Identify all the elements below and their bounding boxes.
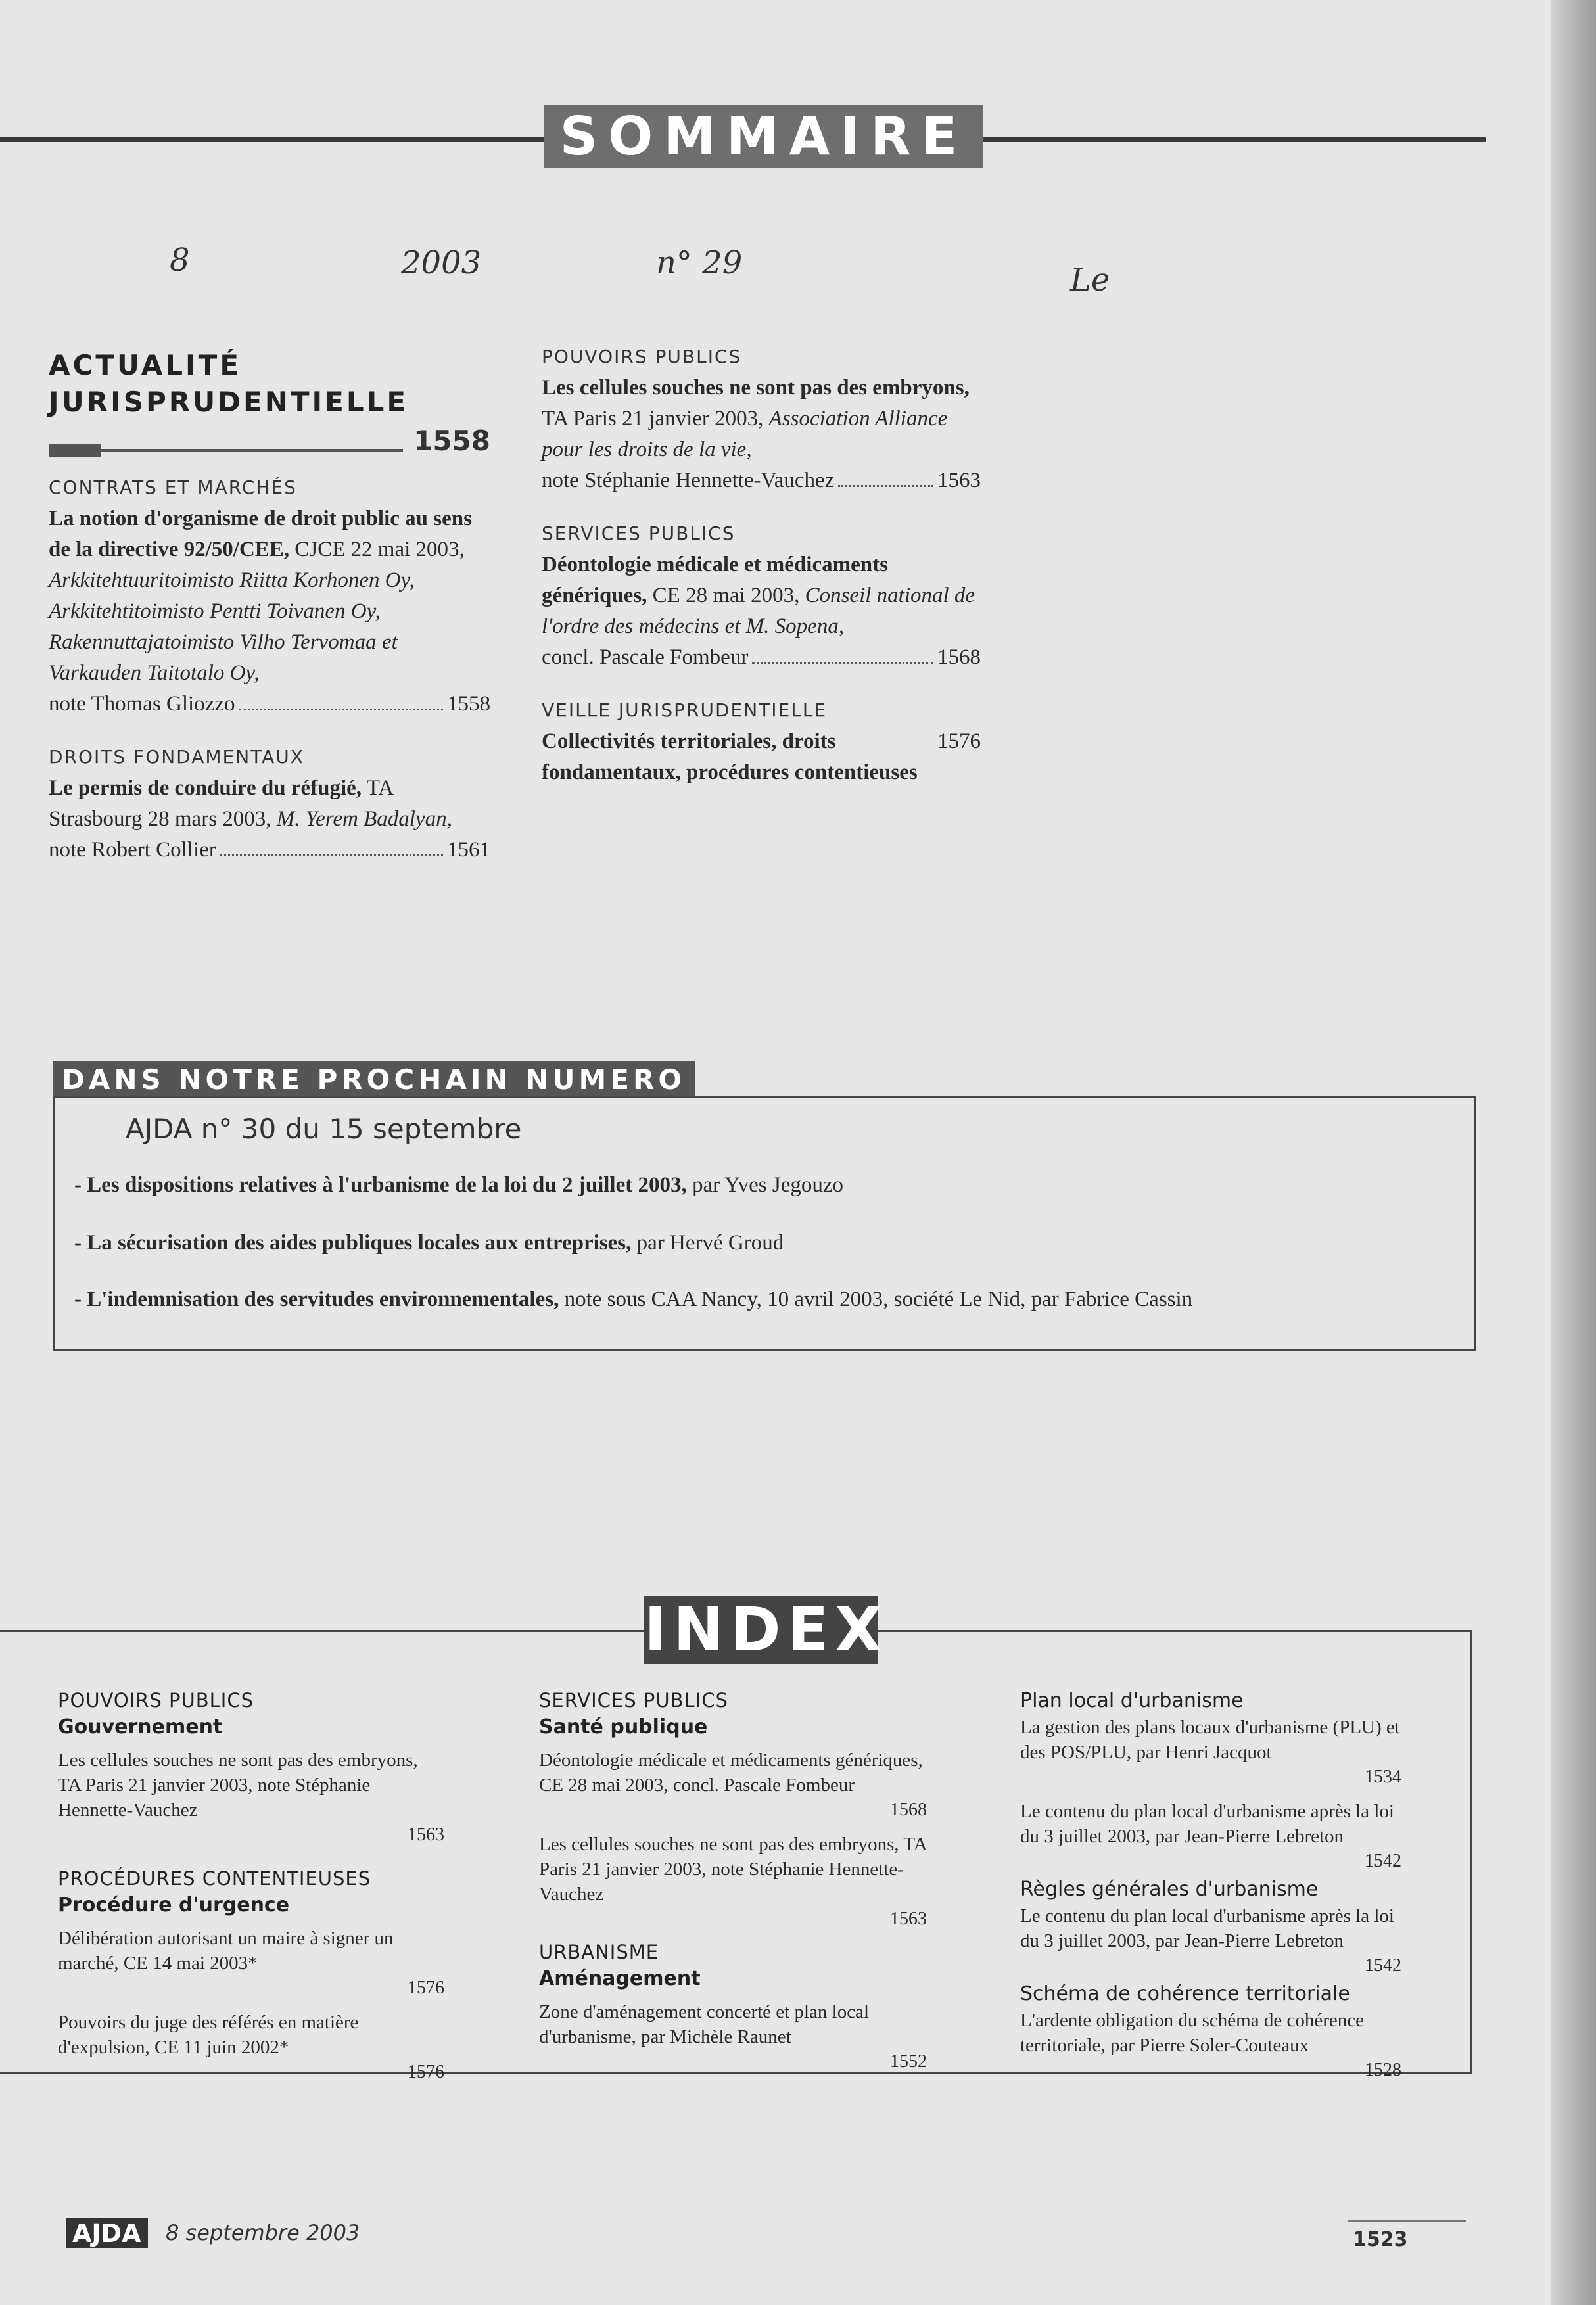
next-issue-box [53,1096,1476,1351]
index-entry[interactable]: La gestion des plans locaux d'urbanisme (PLU) et des POS/PLU, par Henri Jacquot 1534 [1020,1717,1401,1787]
rubric-title-line2: JURISPRUDENTIELLE [49,386,409,418]
sommaire-entry[interactable] [542,549,981,673]
section-heading: POUVOIRS PUBLICS [542,346,742,367]
sommaire-entry[interactable] [49,773,490,866]
next-issue-item: - La sécurisation des aides publiques locales aux entreprises, par Hervé Groud [74,1231,784,1255]
section-heading: VEILLE JURISPRUDENTIELLE [542,699,828,721]
entry-page: 1563 [937,469,981,492]
journal-logo: AJDA [66,2218,148,2248]
rubric-line [101,449,403,452]
next-issue-item: - Les dispositions relatives à l'urbanisme de la loi du 2 juillet 2003, par Yves Jegouzo [74,1173,844,1197]
index-subheading: Gouvernement [58,1715,223,1738]
entry-page: 1568 [937,645,981,669]
index-subheading: Aménagement [539,1967,701,1990]
index-entry[interactable]: L'ardente obligation du schéma de cohérence territoriale, par Pierre Soler-Couteaux 1528 [1020,2010,1401,2080]
index-subheading: Santé publique [539,1715,708,1738]
page-title: SOMMAIRE [544,105,983,168]
sommaire-entry[interactable] [49,503,490,720]
index-column-1 [58,1689,444,2085]
next-issue-item: - L'indemnisation des servitudes environnementales, note sous CAA Nancy, 10 avril 2003, société Le Nid, par Fabrice Cassin [74,1288,1193,1311]
index-subheading: Règles générales d'urbanisme [1020,1878,1319,1901]
index-subheading: Procédure d'urgence [58,1894,290,1917]
index-entry[interactable]: Les cellules souches ne sont pas des embryons, TA Paris 21 janvier 2003, note Stéphanie Hennette-Vauchez 1563 [539,1834,927,1929]
entry-parties: Arkkitehtuuritoimisto Riitta Korhonen Oy, Arkkitehtitoimisto Pentti Toivanen Oy, Rakennuttajatoimisto Vilho Tervomaa et Varkauden Taitotalo Oy, [49,569,415,685]
section-heading: CONTRATS ET MARCHÉS [49,477,297,498]
index-entry[interactable]: Les cellules souches ne sont pas des embryons, TA Paris 21 janvier 2003, note Stéphanie Hennette-Vauchez 1563 [58,1750,444,1845]
sommaire-entry[interactable] [542,373,981,496]
footer-rule [1348,2220,1466,2222]
entry-author: note Robert Collier [49,838,216,862]
rubric-block [49,444,101,457]
index-column-2 [539,1689,927,2074]
rubric-page: 1558 [413,425,490,457]
entry-author: concl. Pascale Fombeur [542,645,749,669]
page-number: 1523 [1353,2228,1408,2251]
entry-parties: Conseil national de l'ordre des médecins et M. Sopena, [542,584,975,638]
entry-parties: Association Alliance pour les droits de la vie, [542,407,948,461]
entry-court: TA Strasbourg 28 mars 2003, [49,776,393,831]
handwritten-note-4: Le [1070,262,1110,298]
issue-date: 8 septembre 2003 [166,2220,360,2245]
entry-title: Collectivités territoriales, droits fondamentaux, procédures contentieuses [542,730,918,784]
entry-court: TA Paris 21 janvier 2003, [542,407,769,431]
entry-author: note Stéphanie Hennette-Vauchez [542,469,835,492]
index-column-3 [1020,1689,1401,2083]
entry-title: Les cellules souches ne sont pas des embryons, [542,376,970,400]
index-heading: URBANISME [539,1941,659,1963]
index-heading: PROCÉDURES CONTENTIEUSES [58,1867,371,1890]
index-subheading: Plan local d'urbanisme [1020,1689,1244,1712]
rubric-bar [49,425,490,457]
rubric-title-line1: ACTUALITÉ [49,349,242,381]
entry-page: 1576 [937,730,981,753]
section-heading: SERVICES PUBLICS [542,523,736,544]
index-heading: POUVOIRS PUBLICS [58,1689,254,1711]
entry-author: note Thomas Gliozzo [49,692,235,716]
entry-parties: M. Yerem Badalyan, [276,807,452,831]
index-entry[interactable]: Le contenu du plan local d'urbanisme après la loi du 3 juillet 2003, par Jean-Pierre Lebreton 1542 [1020,1801,1401,1871]
entry-title: Déontologie médicale et médicaments génériques, [542,553,888,607]
handwritten-note-1: 8 [170,242,190,279]
entry-page: 1561 [447,838,490,862]
entry-court: CJCE 22 mai 2003, [289,538,465,561]
index-title: INDEX [644,1595,889,1665]
index-entry[interactable]: Le contenu du plan local d'urbanisme après la loi du 3 juillet 2003, par Jean-Pierre Lebreton 1542 [1020,1905,1401,1976]
next-issue-number: AJDA n° 30 du 15 septembre [126,1113,522,1145]
next-issue-title: DANS NOTRE PROCHAIN NUMERO [53,1061,695,1098]
page-spine-shadow [1551,0,1596,2305]
index-entry[interactable]: Pouvoirs du juge des référés en matière d'expulsion, CE 11 juin 2002* 1576 [58,2012,444,2082]
index-entry[interactable]: Zone d'aménagement concerté et plan local d'urbanisme, par Michèle Raunet 1552 [539,2001,927,2072]
sommaire-entry[interactable] [542,726,981,788]
entry-page: 1558 [447,692,490,716]
entry-title: Le permis de conduire du réfugié, [49,776,362,800]
handwritten-note-3: n° 29 [656,244,743,281]
index-entry[interactable]: Déontologie médicale et médicaments génériques, CE 28 mai 2003, concl. Pascale Fombeur 1568 [539,1750,927,1820]
section-heading: DROITS FONDAMENTAUX [49,746,304,768]
index-heading: SERVICES PUBLICS [539,1689,728,1711]
sommaire-left-column [49,347,490,866]
entry-court: CE 28 mai 2003, [647,584,805,607]
index-entry[interactable]: Délibération autorisant un maire à signer un marché, CE 14 mai 2003* 1576 [58,1928,444,1998]
index-subheading: Schéma de cohérence territoriale [1020,1982,1350,2005]
sommaire-right-column [542,340,981,788]
handwritten-note-2: 2003 [401,244,482,281]
entry-title: La notion d'organisme de droit public au sens de la directive 92/50/CEE, [49,507,472,561]
